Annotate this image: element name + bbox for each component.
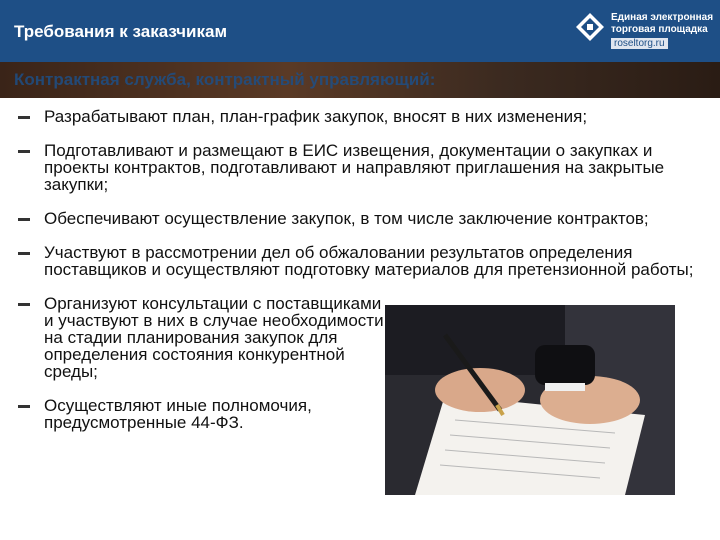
header-bar <box>0 0 720 62</box>
list-item <box>18 142 698 193</box>
logo-url[interactable]: roseltorg.ru <box>611 38 668 49</box>
logo-text-line2: торговая площадка <box>611 24 708 35</box>
duties-list <box>18 108 698 448</box>
list-item <box>18 108 698 125</box>
dash-bullet-icon <box>18 116 30 119</box>
dash-bullet-icon <box>18 405 30 408</box>
list-item <box>18 295 384 380</box>
list-item-text: Организуют консультации с поставщиками и участвуют в них в случае необходимости на стадии планирования закупок для определения состояния конкурентной среды; <box>44 294 384 381</box>
page-title: Требования к заказчикам <box>14 22 228 41</box>
list-item-text: Обеспечивают осуществление закупок, в том числе заключение контрактов; <box>44 209 649 228</box>
dash-bullet-icon <box>18 218 30 221</box>
list-item <box>18 244 698 278</box>
list-item-text: Разрабатывают план, план-график закупок, вносят в них изменения; <box>44 107 588 126</box>
logo-mark-icon <box>575 12 605 42</box>
list-item-text: Участвуют в рассмотрении дел об обжаловании результатов определения поставщиков и осуществляют подготовку материалов для претензионной работы; <box>44 243 694 279</box>
list-item <box>18 210 698 227</box>
section-subtitle: Контрактная служба, контрактный управляющий: <box>14 70 436 89</box>
list-item-text: Подготавливают и размещают в ЕИС извещения, документации о закупках и проекты контрактов, подготавливают и направляют приглашения на закрытые закупки; <box>44 141 665 194</box>
dash-bullet-icon <box>18 252 30 255</box>
logo-text-line1: Единая электронная <box>611 12 714 23</box>
dash-bullet-icon <box>18 303 30 306</box>
list-item <box>18 397 384 431</box>
list-item-text: Осуществляют иные полномочия, предусмотренные 44-ФЗ. <box>44 396 312 432</box>
dash-bullet-icon <box>18 150 30 153</box>
roseltorg-logo[interactable] <box>575 10 715 54</box>
